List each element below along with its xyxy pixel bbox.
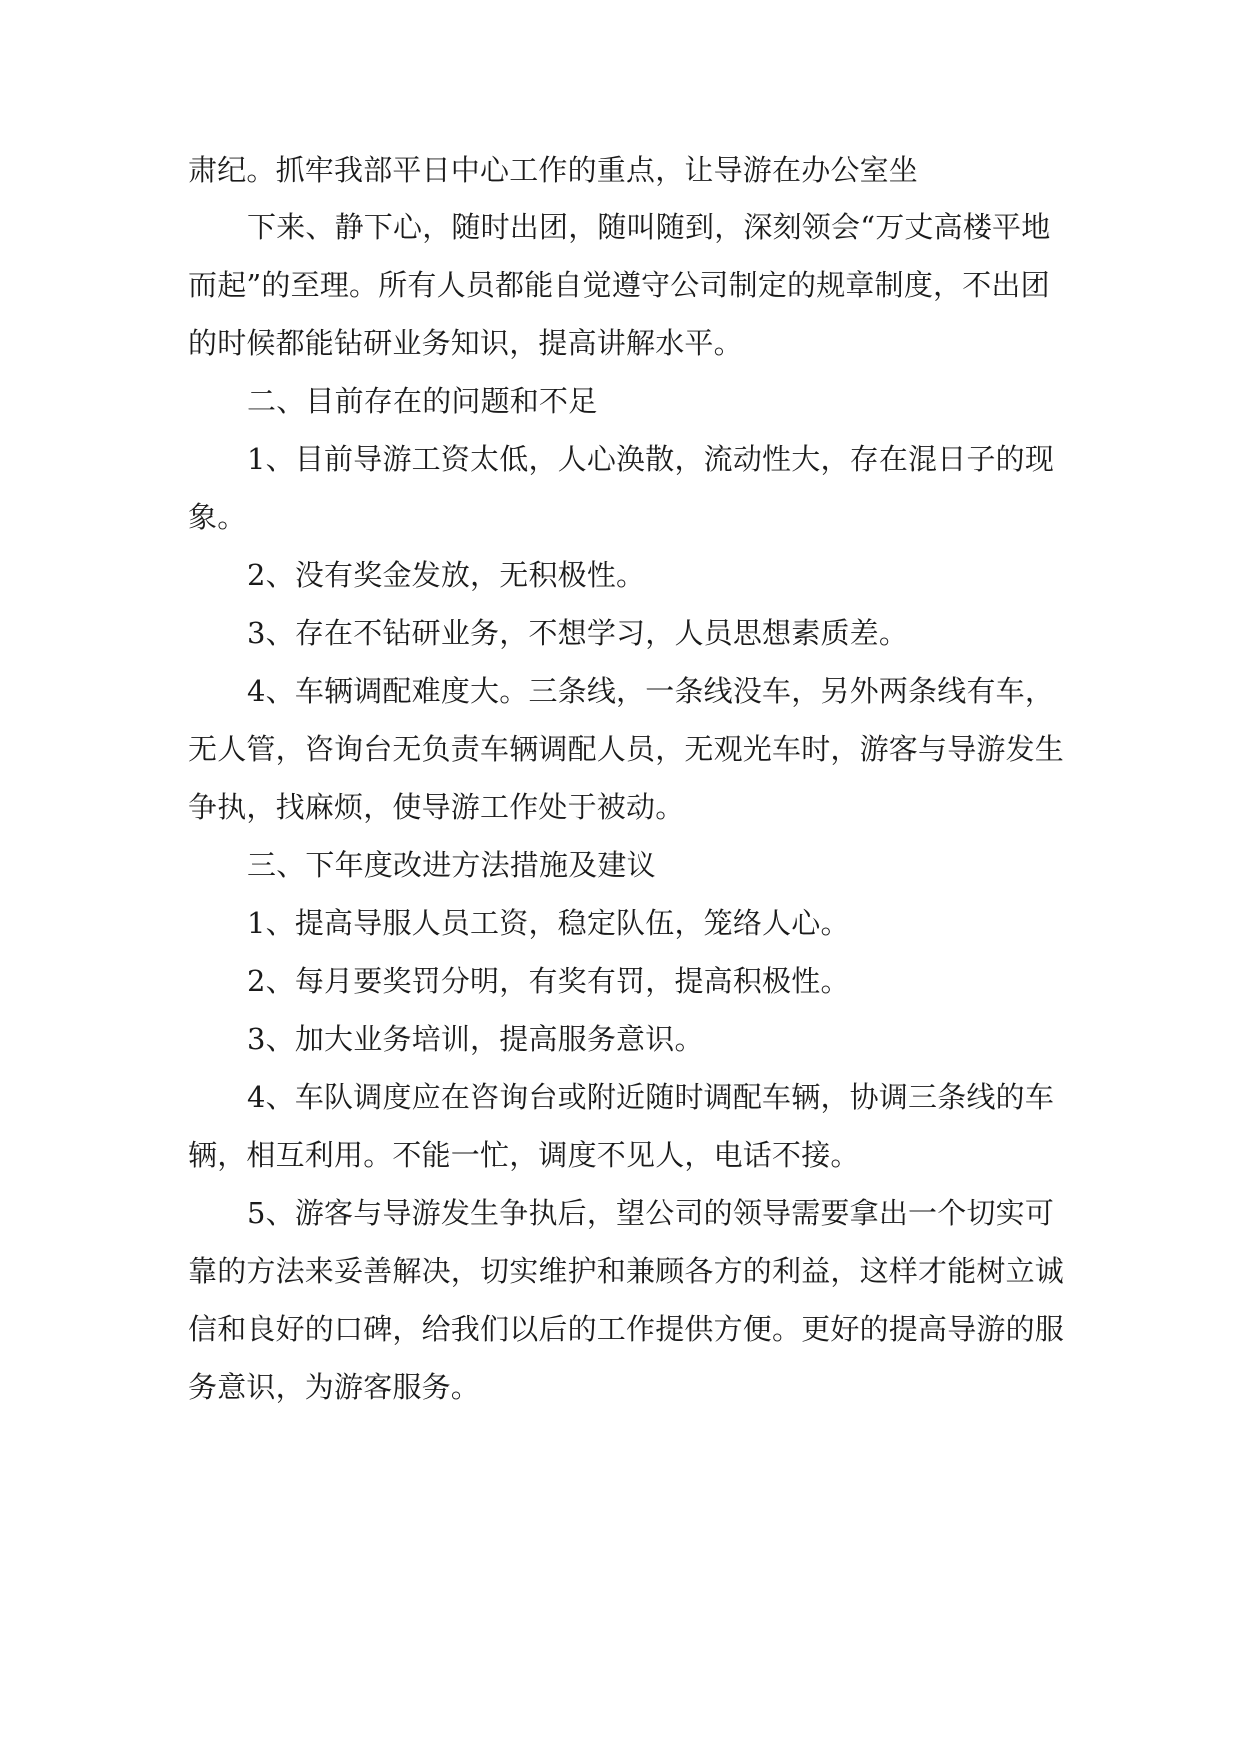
list-item: 4、车辆调配难度大。三条线，一条线没车，另外两条线有车， [247, 674, 1055, 708]
list-item: 2、没有奖金发放，无积极性。 [247, 558, 646, 592]
text-line: 无人管，咨询台无负责车辆调配人员，无观光车时，游客与导游发生 [188, 732, 1065, 766]
text-line: 务意识，为游客服务。 [188, 1370, 481, 1404]
text-line: 争执，找麻烦，使导游工作处于被动。 [188, 790, 685, 824]
section-heading: 三、下年度改进方法措施及建议 [247, 848, 656, 882]
paragraph-line: 下来、静下心，随时出团，随叫随到，深刻领会“万丈高楼平地 [247, 210, 1051, 244]
list-item: 3、加大业务培训，提高服务意识。 [247, 1022, 704, 1056]
text-line: 而起”的至理。所有人员都能自觉遵守公司制定的规章制度，不出团 [188, 268, 1050, 302]
text-line: 肃纪。抓牢我部平日中心工作的重点，让导游在办公室坐 [188, 153, 919, 187]
section-heading: 二、目前存在的问题和不足 [247, 384, 598, 418]
text-line: 辆，相互利用。不能一忙，调度不见人，电话不接。 [188, 1138, 860, 1172]
text-line: 靠的方法来妥善解决，切实维护和兼顾各方的利益，这样才能树立诚 [188, 1254, 1065, 1288]
list-item: 1、提高导服人员工资，稳定队伍，笼络人心。 [247, 906, 850, 940]
text-line: 象。 [188, 500, 247, 534]
list-item: 2、每月要奖罚分明，有奖有罚，提高积极性。 [247, 964, 850, 998]
list-item: 4、车队调度应在咨询台或附近随时调配车辆，协调三条线的车 [247, 1080, 1055, 1114]
list-item: 5、游客与导游发生争执后，望公司的领导需要拿出一个切实可 [247, 1196, 1055, 1230]
list-item: 3、存在不钻研业务，不想学习，人员思想素质差。 [247, 616, 909, 650]
text-line: 的时候都能钻研业务知识，提高讲解水平。 [188, 326, 743, 360]
text-line: 信和良好的口碑，给我们以后的工作提供方便。更好的提高导游的服 [188, 1312, 1065, 1346]
list-item: 1、目前导游工资太低，人心涣散，流动性大，存在混日子的现 [247, 442, 1055, 476]
